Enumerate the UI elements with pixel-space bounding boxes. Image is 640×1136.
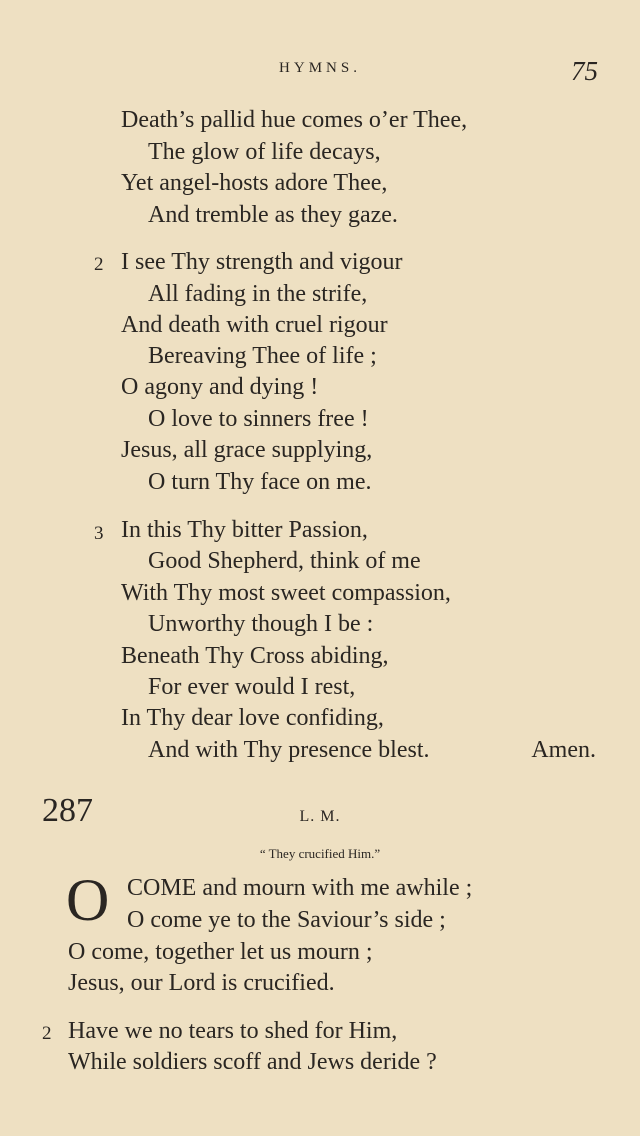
verse-line: O agony and dying ! [121, 374, 319, 400]
verse-line: Unworthy though I be : [148, 611, 374, 637]
verse-line: In Thy dear love confiding, [121, 705, 384, 731]
verse-line: COME and mourn with me awhile ; [127, 875, 473, 901]
verse-line: O turn Thy face on me. [148, 469, 372, 495]
hymn-subtitle: “ They crucified Him.” [259, 846, 381, 861]
verse-line: Jesus, all grace supplying, [121, 437, 373, 463]
verse-line: And tremble as they gaze. [148, 202, 398, 228]
verse-line: Beneath Thy Cross abiding, [121, 643, 389, 669]
verse-line: Yet angel-hosts adore Thee, [121, 170, 388, 196]
hymn-meter: L. M. [299, 808, 341, 825]
verse-line: And with Thy presence blest. [148, 737, 430, 763]
verse-number: 3 [94, 523, 104, 544]
verse-line: All fading in the strife, [148, 281, 368, 307]
drop-cap: O [66, 867, 110, 933]
verse-number: 2 [94, 254, 104, 275]
verse-line: With Thy most sweet compassion, [121, 580, 451, 606]
verse-line: Death’s pallid hue comes o’er Thee, [121, 107, 468, 133]
verse-line: Good Shepherd, think of me [148, 548, 421, 574]
verse-line: And death with cruel rigour [121, 312, 388, 338]
verse-line: Have we no tears to shed for Him, [68, 1018, 398, 1044]
header-title: HYMNS. [279, 60, 361, 76]
verse-line: For ever would I rest, [148, 674, 356, 700]
verse-line: O come, together let us mourn ; [68, 939, 373, 965]
verse-line: O love to sinners free ! [148, 406, 369, 432]
amen: Amen. [531, 737, 596, 763]
verse-line: In this Thy bitter Passion, [121, 517, 368, 543]
verse-line: Jesus, our Lord is crucified. [68, 970, 335, 996]
hymn-number: 287 [42, 792, 93, 829]
verse-line: The glow of life decays, [148, 139, 381, 165]
verse-line: I see Thy strength and vigour [121, 249, 403, 275]
verse-line: O come ye to the Saviour’s side ; [127, 907, 446, 933]
verse-line: While soldiers scoff and Jews deride ? [68, 1049, 437, 1075]
page-number: 75 [571, 56, 598, 86]
verse-line: Bereaving Thee of life ; [148, 343, 377, 369]
verse-number: 2 [42, 1023, 52, 1044]
